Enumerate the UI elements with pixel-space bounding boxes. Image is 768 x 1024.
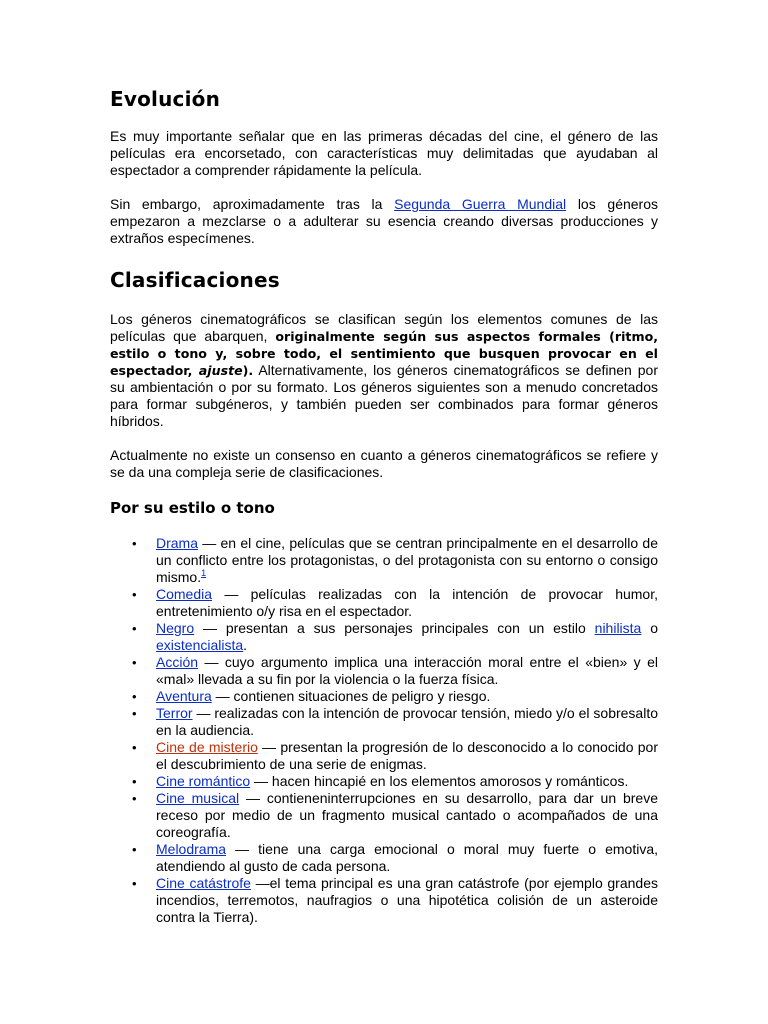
list-item-text: — películas realizadas con la intención de provocar humor, entretenimiento o/y risa en el espectador. <box>156 586 658 619</box>
bullet: • <box>132 774 137 789</box>
list-item-text: — tiene una carga emocional o moral muy fuerte o emotiva, atendiendo al gusto de cada persona. <box>156 841 658 874</box>
document-page <box>110 86 658 926</box>
link-cine-romantico[interactable]: Cine romántico <box>156 773 251 789</box>
italic-text: ajuste <box>198 363 243 378</box>
list-item-text: — contieneninterrupciones en su desarrollo, para dar un breve receso por medio de un fragmento musical cantado o acompañados de una coreografía. <box>156 790 659 840</box>
list-item-melodrama <box>110 841 658 875</box>
paragraph-evolucion-1: Es muy importante señalar que en las primeras décadas del cine, el género de las películas era encorsetado, con características muy delimitadas que ayudaban al espectador a comprender rápidamente la película. <box>110 128 658 178</box>
text: Alternativamente, los géneros cinematográficos se definen por su ambientación o por su formato. Los géneros siguientes son a menudo concretados para formar subgéneros, y también pueden ser combinados para formar géneros híbridos. <box>110 362 658 429</box>
link-drama[interactable]: Drama <box>156 535 199 551</box>
list-item-aventura <box>110 688 658 705</box>
link-segunda-guerra-mundial[interactable]: Segunda Guerra Mundial <box>394 196 567 212</box>
link-negro[interactable]: Negro <box>156 620 195 636</box>
bullet: • <box>132 791 137 806</box>
list-item-text: — en el cine, películas que se centran principalmente en el desarrollo de un conflicto entre los protagonistas, o del protagonista con su entorno o consigo mismo. <box>156 535 658 585</box>
list-item-cine-musical <box>110 790 658 841</box>
list-item-cine-romantico <box>110 773 658 790</box>
link-aventura[interactable]: Aventura <box>156 688 212 704</box>
paragraph-clasificaciones-2: Actualmente no existe un consenso en cuanto a géneros cinematográficos se refiere y se da una compleja serie de clasificaciones. <box>110 447 658 480</box>
link-cine-de-misterio[interactable]: Cine de misterio <box>156 739 258 755</box>
footnote-link[interactable]: 1 <box>201 568 207 578</box>
bullet: • <box>132 740 137 755</box>
list-item-cine-de-misterio <box>110 739 658 773</box>
list-item-text: — presentan a sus personajes principales con un estilo <box>194 620 595 636</box>
list-item-terror <box>110 705 658 739</box>
genre-list <box>110 535 658 926</box>
link-comedia[interactable]: Comedia <box>156 586 213 602</box>
text: ). <box>242 363 254 378</box>
footnote-ref[interactable] <box>201 568 206 578</box>
link-nihilista[interactable]: nihilista <box>594 620 642 636</box>
bullet: • <box>132 842 137 857</box>
bullet: • <box>132 689 137 704</box>
list-item-text: . <box>243 637 248 653</box>
bullet: • <box>132 621 137 636</box>
link-cine-musical[interactable]: Cine musical <box>156 790 240 806</box>
list-item-text: — realizadas con la intención de provocar tensión, miedo y/o el sobresalto en la audiencia. <box>156 705 658 738</box>
list-item-cine-catastrofe <box>110 875 658 926</box>
link-accion[interactable]: Acción <box>156 654 199 670</box>
link-cine-catastrofe[interactable]: Cine catástrofe <box>156 875 251 891</box>
list-item-text: — hacen hincapié en los elementos amorosos y románticos. <box>250 773 629 789</box>
list-item-text: — cuyo argumento implica una interacción moral entre el «bien» y el «mal» llevada a su fin por la violencia o la fuerza física. <box>156 654 658 687</box>
paragraph-clasificaciones-1 <box>110 311 658 430</box>
list-item-comedia <box>110 586 658 620</box>
heading-clasificaciones: Clasificaciones <box>110 268 280 292</box>
bullet: • <box>132 655 137 670</box>
list-item-drama <box>110 535 658 586</box>
list-item-negro <box>110 620 658 654</box>
text: Los géneros cinematográficos se clasifican según los elementos comunes de las películas que abarquen, <box>110 311 658 344</box>
list-item-text: —el tema principal es una gran catástrofe (por ejemplo grandes incendios, terremotos, naufragios o una hipotética colisión de un asteroide contra la Tierra). <box>156 875 658 925</box>
bullet: • <box>132 536 137 551</box>
list-item-accion <box>110 654 658 688</box>
link-existencialista[interactable]: existencialista <box>156 637 244 653</box>
bullet: • <box>132 587 137 602</box>
text: originalmente según sus aspectos formales (ritmo, estilo o tono y, sobre todo, el sentimiento que busquen provocar en el espectador, <box>110 329 658 378</box>
heading-evolucion: Evolución <box>110 87 221 111</box>
text: Sin embargo, aproximadamente tras la <box>110 196 395 212</box>
bullet: • <box>132 706 137 721</box>
list-item-text: — contienen situaciones de peligro y riesgo. <box>211 688 491 704</box>
link-melodrama[interactable]: Melodrama <box>156 841 227 857</box>
text: los géneros empezaron a mezclarse o a adulterar su esencia creando diversas producciones y extraños especímenes. <box>110 196 658 246</box>
heading-por-su-estilo: Por su estilo o tono <box>110 499 275 517</box>
list-item-text: — presentan la progresión de lo desconocido a lo conocido por el descubrimiento de una serie de enigmas. <box>156 739 658 772</box>
link-terror[interactable]: Terror <box>156 705 193 721</box>
paragraph-evolucion-2 <box>110 196 658 247</box>
bullet: • <box>132 876 137 891</box>
list-item-text: o <box>641 620 658 636</box>
